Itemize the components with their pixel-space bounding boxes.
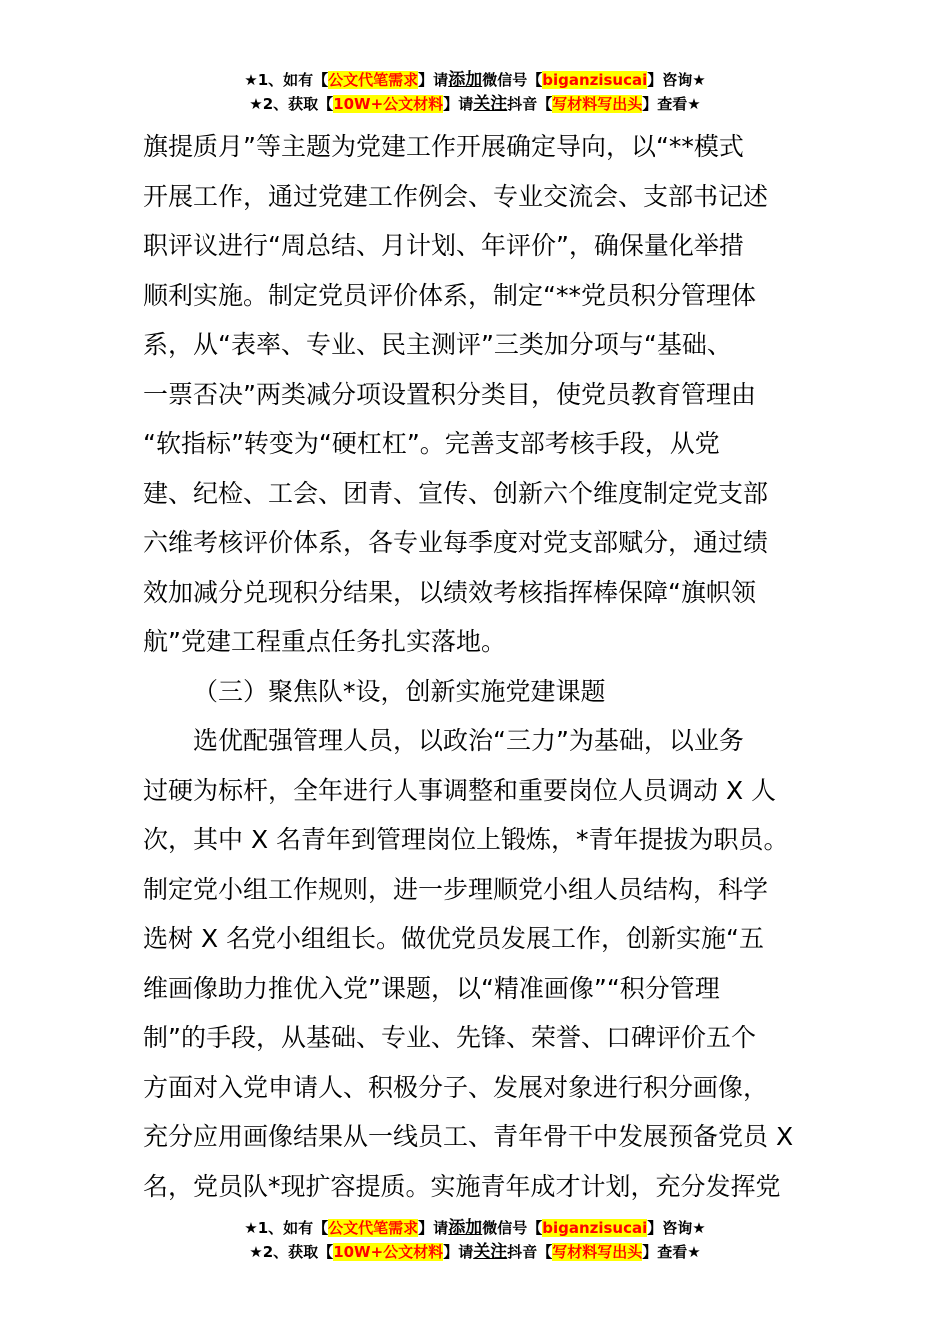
section-heading: （三）聚焦队*设，创新实施党建课题 <box>193 676 606 706</box>
banner-text: 】请 <box>418 1219 449 1237</box>
text-line: 制定党小组工作规则，进一步理顺党小组人员结构，科学 <box>143 874 769 904</box>
text-line: “软指标”转变为“硬杠杠”。完善支部考核手段，从党 <box>143 429 720 458</box>
text-line: 系，从“表率、专业、民主测评”三类加分项与“基础、 <box>143 330 732 359</box>
text-line: 名，党员队*现扩容提质。实施青年成才计划，充分发挥党 <box>143 1171 781 1201</box>
banner-text: 】请 <box>443 95 474 113</box>
banner-highlight: 写材料写出头 <box>552 95 643 113</box>
text-line: 航”党建工程重点任务扎实落地。 <box>143 627 506 656</box>
text-line: 制”的手段，从基础、专业、先锋、荣誉、口碑评价五个 <box>143 1023 756 1052</box>
banner-text: 微信号【 <box>482 1219 543 1237</box>
text-line: 职评议进行“周总结、月计划、年评价”，确保量化举措 <box>143 231 744 260</box>
banner-text: 】查看★ <box>642 1243 701 1261</box>
banner-line-2 <box>0 1241 950 1265</box>
banner-text: 抖音【 <box>507 1243 553 1261</box>
banner-highlight: 10W+公文材料 <box>333 1243 444 1261</box>
banner-emphasis: 添加 <box>448 1218 483 1238</box>
text-line: 建、纪检、工会、团青、宣传、创新六个维度制定党支部 <box>143 478 769 508</box>
text-line: 充分应用画像结果从一线员工、青年骨干中发展预备党员 X <box>143 1122 794 1151</box>
banner-text: 微信号【 <box>482 71 543 89</box>
banner-text: 】请 <box>443 1243 474 1261</box>
banner-highlight: 公文代笔需求 <box>328 1219 419 1237</box>
banner-emphasis: 关注 <box>473 1242 508 1262</box>
banner-text: ★2、获取【 <box>249 95 334 113</box>
banner-text: 】请 <box>418 71 449 89</box>
text-line: 顺利实施。制定党员评价体系，制定“**党员积分管理体 <box>143 280 756 310</box>
banner-text: 】咨询★ <box>647 71 706 89</box>
banner-text: 】咨询★ <box>647 1219 706 1237</box>
banner-wechat-id: biganzisucai <box>542 1219 648 1237</box>
banner-highlight: 10W+公文材料 <box>333 95 444 113</box>
banner-wechat-id: biganzisucai <box>542 71 648 89</box>
text-line: 选优配强管理人员，以政治“三力”为基础，以业务 <box>193 726 744 755</box>
text-line: 六维考核评价体系，各专业每季度对党支部赋分，通过绩 <box>143 528 769 557</box>
banner-line-1 <box>0 1217 950 1241</box>
banner-text: ★1、如有【 <box>244 1219 329 1237</box>
text-line: 旗提质月”等主题为党建工作开展确定导向，以“**模式 <box>143 132 744 161</box>
banner-line-2 <box>0 93 950 117</box>
text-line: 维画像助力推优入党”课题，以“精准画像”“积分管理 <box>143 973 720 1003</box>
banner-text: 抖音【 <box>507 95 553 113</box>
text-line: 选树 X 名党小组组长。做优党员发展工作，创新实施“五 <box>143 924 764 953</box>
banner-highlight: 公文代笔需求 <box>328 71 419 89</box>
banner-text: ★1、如有【 <box>244 71 329 89</box>
text-line: 一票否决”两类减分项设置积分类目，使党员教育管理由 <box>143 379 756 409</box>
text-line: 方面对入党申请人、积极分子、发展对象进行积分画像， <box>143 1072 769 1102</box>
banner-highlight: 写材料写出头 <box>552 1243 643 1261</box>
banner-emphasis: 添加 <box>448 70 483 90</box>
top-banner <box>0 69 950 117</box>
text-line: 效加减分兑现积分结果，以绩效考核指挥棒保障“旗帜领 <box>143 577 756 607</box>
banner-text: 】查看★ <box>642 95 701 113</box>
text-line: 开展工作，通过党建工作例会、专业交流会、支部书记述 <box>143 181 769 211</box>
document-body <box>143 122 811 1211</box>
banner-line-1 <box>0 69 950 93</box>
bottom-banner <box>0 1217 950 1265</box>
text-line: 过硬为标杆，全年进行人事调整和重要岗位人员调动 X 人 <box>143 775 777 805</box>
banner-emphasis: 关注 <box>473 94 508 114</box>
banner-text: ★2、获取【 <box>249 1243 334 1261</box>
text-line: 次，其中 X 名青年到管理岗位上锻炼，*青年提拔为职员。 <box>143 825 789 854</box>
